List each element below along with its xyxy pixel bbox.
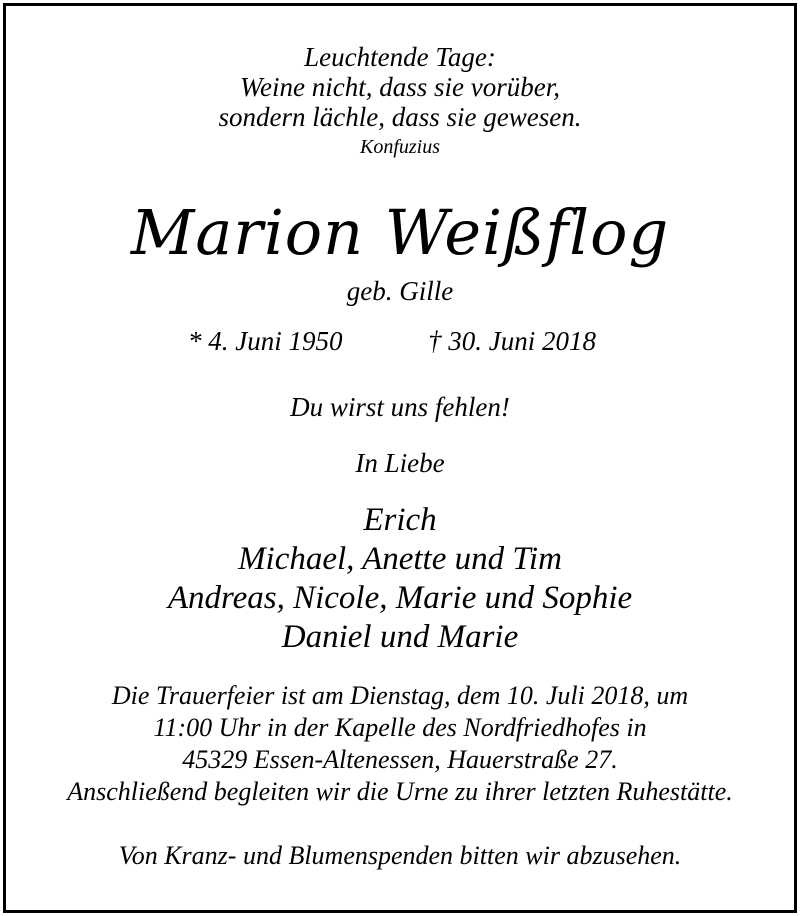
service-line-1: Die Trauerfeier ist am Dienstag, dem 10. Juli 2018, um (111, 681, 689, 710)
donations-note: Von Kranz- und Blumenspenden bitten wir abzusehen. (118, 841, 682, 870)
closing-text: In Liebe (355, 448, 445, 478)
farewell-text: Du wirst uns fehlen! (290, 392, 510, 422)
family-line-1: Erich (363, 502, 437, 538)
service-line-2: 11:00 Uhr in der Kapelle des Nordfriedhofes in (153, 713, 647, 742)
quote-line-3: sondern lächle, dass sie gewesen. (218, 102, 582, 132)
birth-date: * 4. Juni 1950 (188, 326, 343, 356)
quote-line-1: Leuchtende Tage: (304, 42, 496, 72)
family-line-4: Daniel und Marie (281, 619, 519, 655)
death-date: † 30. Juni 2018 (428, 326, 596, 356)
quote-author: Konfuzius (359, 136, 441, 158)
quote-line-2: Weine nicht, dass sie vorüber, (240, 72, 560, 102)
family-line-3: Andreas, Nicole, Marie und Sophie (167, 580, 633, 616)
family-line-2: Michael, Anette und Tim (238, 541, 562, 577)
service-line-4: Anschließend begleiten wir die Urne zu ihrer letzten Ruhestätte. (67, 777, 733, 806)
birth-name: geb. Gille (346, 276, 454, 306)
deceased-name: Marion Weißflog (130, 196, 670, 269)
service-line-3: 45329 Essen-Altenessen, Hauerstraße 27. (182, 745, 618, 774)
